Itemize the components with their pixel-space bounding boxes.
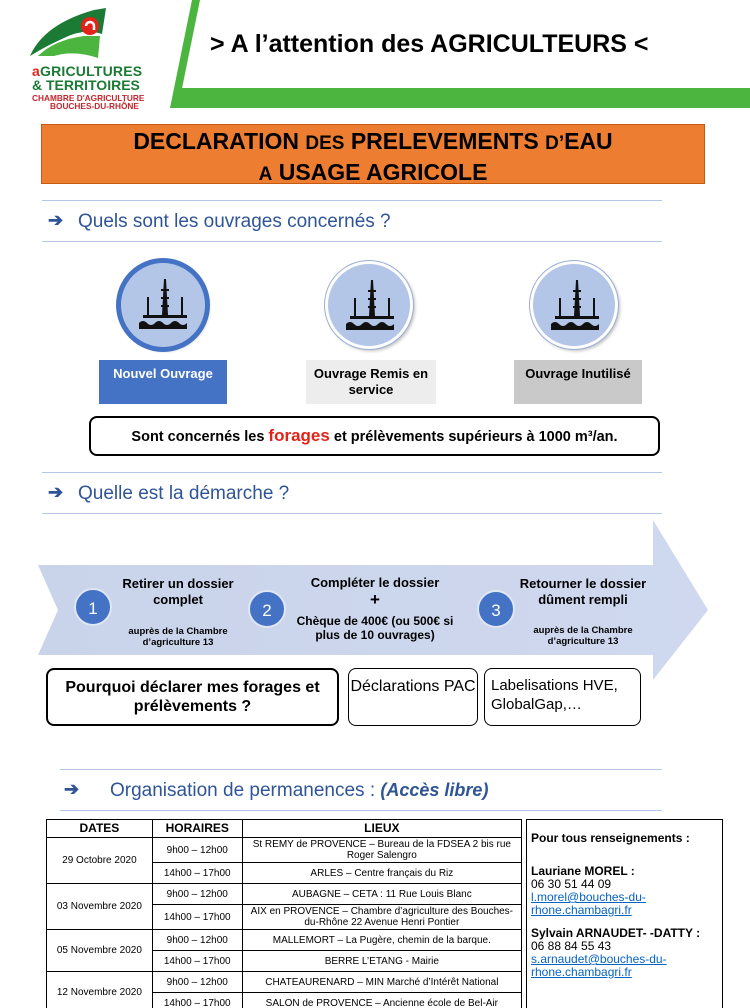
time-cell: 9h00 – 12h00 <box>152 972 242 993</box>
audience-title: > A l’attention des AGRICULTEURS < <box>210 30 649 58</box>
date-cell: 12 Novembre 2020 <box>47 972 153 1008</box>
schedule-table <box>46 819 522 1008</box>
step-text: Retourner le dossier dûment rempli <box>519 576 647 607</box>
ouvrage-label-remis: Ouvrage Remis en service <box>306 360 436 404</box>
contact-email[interactable]: rhone.chambagri.fr <box>531 903 632 917</box>
step-text: Chèque de 400€ (ou 500€ si plus de 10 ouvrages) <box>296 614 454 642</box>
title-word: A <box>258 164 273 185</box>
reason-labels-box: Labelisations HVE, GlobalGap,… <box>484 668 641 726</box>
table-header-row <box>47 820 522 838</box>
contact-name: Sylvain ARNAUDET- -DATTY : <box>531 926 701 940</box>
time-cell: 9h00 – 12h00 <box>152 930 242 951</box>
section-title-emphasis: (Accès libre) <box>380 780 489 800</box>
title-word: DECLARATION <box>133 128 299 154</box>
contact-email[interactable]: s.arnaudet@bouches-du- <box>531 952 667 966</box>
contact-phone: 06 30 51 44 09 <box>531 877 612 891</box>
time-cell: 14h00 – 17h00 <box>152 863 242 884</box>
title-word: PRELEVEMENTS <box>350 128 539 154</box>
logo-line-4: BOUCHES-DU-RHÔNE <box>50 101 139 112</box>
section-title <box>110 780 488 802</box>
logo-mark-icon <box>24 4 114 62</box>
table-row <box>47 972 522 993</box>
title-word: USAGE AGRICOLE <box>278 159 488 185</box>
contact-box <box>526 819 723 1008</box>
time-cell: 14h00 – 17h00 <box>152 905 242 930</box>
ouvrage-label-inutilise: Ouvrage Inutilisé <box>514 360 642 404</box>
section-title: Quels sont les ouvrages concernés ? <box>78 211 391 232</box>
place-cell: AIX en PROVENCE – Chambre d’agriculture des Bouches-du-Rhône 22 Avenue Henri Pontier <box>242 905 521 930</box>
well-icon <box>325 261 413 349</box>
time-cell: 9h00 – 12h00 <box>152 884 242 905</box>
page-title <box>41 124 705 184</box>
section-title: Quelle est la démarche ? <box>78 483 290 504</box>
date-cell: 29 Octobre 2020 <box>47 838 153 884</box>
step-number: 3 <box>477 590 515 628</box>
step-plus: + <box>370 590 380 609</box>
place-cell: St REMY de PROVENCE – Bureau de la FDSEA 2 bis rue Roger Salengro <box>242 838 521 863</box>
place-cell: ARLES – Centre français du Riz <box>242 863 521 884</box>
place-cell: CHATEAURENARD – MIN Marché d’Intérêt National <box>242 972 521 993</box>
date-cell: 03 Novembre 2020 <box>47 884 153 930</box>
step-number: 1 <box>74 588 112 626</box>
section-demarche <box>42 472 662 514</box>
step-text: Compléter le dossier <box>310 575 440 590</box>
place-cell: SALON de PROVENCE – Ancienne école de Bel-Air <box>242 993 521 1008</box>
table-header: HORAIRES <box>152 820 242 838</box>
time-cell: 14h00 – 17h00 <box>152 993 242 1008</box>
table-row <box>47 930 522 951</box>
date-cell: 05 Novembre 2020 <box>47 930 153 972</box>
time-cell: 14h00 – 17h00 <box>152 951 242 972</box>
concern-text: Sont concernés les <box>131 429 265 445</box>
logo-line-2: & TERRITOIRES <box>32 77 140 93</box>
contact-email[interactable]: rhone.chambagri.fr <box>531 965 632 979</box>
table-row <box>47 884 522 905</box>
section-title-main: Organisation de permanences : <box>110 780 376 801</box>
arrow-right-icon: ➔ <box>48 210 64 230</box>
section-ouvrages <box>42 200 662 242</box>
contact-phone: 06 88 84 55 43 <box>531 939 612 953</box>
place-cell: MALLEMORT – La Pugère, chemin de la barque. <box>242 930 521 951</box>
logo-letter-a: a <box>32 63 40 79</box>
contact-heading: Pour tous renseignements : <box>531 831 690 845</box>
logo-line-3: CHAMBRE D'AGRICULTURE <box>32 93 145 103</box>
title-word: EAU <box>564 128 613 154</box>
title-word: D’ <box>545 133 565 154</box>
title-word: DES <box>305 133 345 154</box>
section-permanences <box>60 769 662 811</box>
reason-pac-box: Déclarations PAC <box>348 668 478 726</box>
contact-email[interactable]: l.morel@bouches-du- <box>531 890 646 904</box>
logo-line-1: GRICULTURES <box>40 63 143 79</box>
step-text: Retirer un dossier complet <box>122 576 234 607</box>
place-cell: AUBAGNE – CETA : 11 Rue Louis Blanc <box>242 884 521 905</box>
arrow-right-icon: ➔ <box>48 482 64 502</box>
concern-text: et prélèvements supérieurs à 1000 m³/an. <box>333 429 618 445</box>
why-question-box: Pourquoi déclarer mes forages et prélèvements ? <box>46 668 339 726</box>
header <box>0 0 750 112</box>
place-cell: BERRE L’ETANG - Mairie <box>242 951 521 972</box>
well-icon <box>530 261 618 349</box>
table-header: DATES <box>47 820 153 838</box>
concern-highlight: forages <box>268 426 330 445</box>
ouvrage-label-nouvel: Nouvel Ouvrage <box>99 360 227 404</box>
table-header: LIEUX <box>242 820 521 838</box>
chamber-logo <box>14 4 154 112</box>
arrow-right-icon: ➔ <box>64 779 80 799</box>
step-subtext: auprès de la Chambre d’agriculture 13 <box>128 626 228 648</box>
step-subtext: auprès de la Chambre d’agriculture 13 <box>533 625 633 647</box>
concern-statement <box>89 416 660 456</box>
contact-name: Lauriane MOREL : <box>531 864 635 878</box>
step-number: 2 <box>248 590 286 628</box>
well-icon <box>119 261 207 349</box>
table-row <box>47 838 522 863</box>
time-cell: 9h00 – 12h00 <box>152 838 242 863</box>
